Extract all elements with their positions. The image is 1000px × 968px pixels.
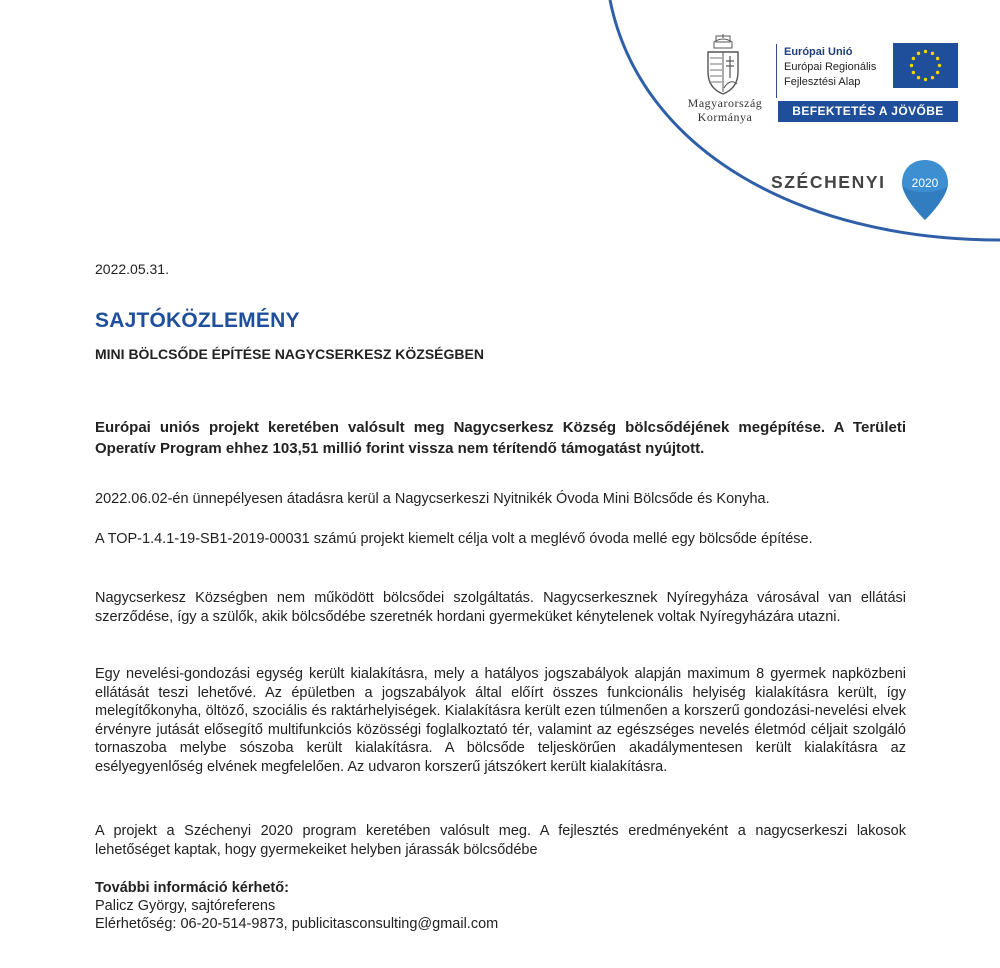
body-paragraph: A TOP-1.4.1-19-SB1-2019-00031 számú projekt kiemelt célja volt a meglévő óvoda mellé egy bölcsőde építése. bbox=[95, 531, 813, 547]
contact-name: Palicz György, sajtóreferens bbox=[95, 898, 276, 914]
szechenyi-year: 2020 bbox=[911, 176, 939, 190]
government-name-line2: Kormánya bbox=[697, 110, 753, 124]
document-title: SAJTÓKÖZLEMÉNY bbox=[95, 309, 300, 332]
eu-star-icon bbox=[936, 71, 939, 74]
eu-star-icon bbox=[912, 71, 915, 74]
body-paragraph: Nagycserkesz Községben nem működött bölcsődei szolgáltatás. Nagycserkesznek Nyíregyháza városával van ellátási szerződése, így a szülők, akik bölcsődébe szeretnék hordani gyermeküket kénytelenek voltak Nyíregyházára utazni. bbox=[95, 590, 906, 625]
contact-details: Elérhetőség: 06-20-514-9873, publicitasconsulting@gmail.com bbox=[95, 916, 499, 932]
eu-star-icon bbox=[910, 64, 913, 67]
eu-star-icon bbox=[924, 50, 927, 53]
szechenyi-logo-text: SZÉCHENYI bbox=[771, 172, 886, 192]
body-paragraph: A projekt a Széchenyi 2020 program keretében valósult meg. A fejlesztés eredményeként a nagycserkeszi lakosok lehetőséget kaptak, hogy gyermekeiket helyben járassák bölcsődébe bbox=[95, 823, 906, 858]
eu-star-icon bbox=[917, 52, 920, 55]
eu-divider-line bbox=[776, 44, 777, 98]
eu-fund-line1: Európai Regionális bbox=[784, 61, 877, 73]
eu-star-icon bbox=[912, 57, 915, 60]
eu-star-icon bbox=[924, 78, 927, 81]
government-name-line1: Magyarország bbox=[687, 96, 763, 110]
body-paragraph: 2022.06.02-én ünnepélyesen átadásra kerül a Nagycserkeszi Nyitnikék Óvoda Mini Bölcsőde és Konyha. bbox=[95, 491, 770, 507]
contact-heading: További információ kérhető: bbox=[95, 880, 289, 896]
lead-paragraph: Európai uniós projekt keretében valósult meg Nagycserkesz Község bölcsődéjének megépítése. A Területi Operatív Program ehhez 103,51 millió forint vissza nem térítendő támogatást nyújtott. bbox=[95, 419, 906, 457]
header-arc-decoration bbox=[0, 0, 1000, 260]
eu-star-icon bbox=[936, 57, 939, 60]
document-date: 2022.05.31. bbox=[95, 261, 169, 277]
hungarian-coat-of-arms-icon bbox=[702, 34, 744, 96]
investment-banner: BEFEKTETÉS A JÖVŐBE bbox=[778, 101, 958, 122]
szechenyi-2020-pin-icon bbox=[899, 158, 951, 222]
eu-flag-icon bbox=[893, 43, 958, 88]
eu-star-icon bbox=[938, 64, 941, 67]
document-subtitle: MINI BÖLCSŐDE ÉPÍTÉSE NAGYCSERKESZ KÖZSÉGBEN bbox=[95, 346, 484, 362]
body-paragraph: Egy nevelési-gondozási egység került kialakításra, mely a hatályos jogszabályok alapján maximum 8 gyermek napközbeni ellátását teszi lehetővé. Az épületben a jogszabályok által előírt összes funkcionális helyiség kialakításra került, így melegítőkonyha, öltöző, szociális és raktárhelyiségek. Kialakításra került ezen túlmenően a korszerű gondozási-nevelési elvek érvényre jutását elősegítő multifunkciós közösségi foglalkoztató tér, valamint az egészséges nevelés életmód céljait szolgáló tornaszoba melybe sószoba került kialakításra. A bölcsőde teljeskörűen akadálymentesen került kialakításra az esélyegyenlőség elvének megfelelően. Az udvaron korszerű játszókert került kialakításra. bbox=[95, 666, 906, 775]
eu-name: Európai Unió bbox=[784, 46, 853, 58]
eu-star-icon bbox=[931, 52, 934, 55]
eu-fund-line2: Fejlesztési Alap bbox=[784, 76, 861, 88]
eu-star-icon bbox=[917, 76, 920, 79]
eu-star-icon bbox=[931, 76, 934, 79]
